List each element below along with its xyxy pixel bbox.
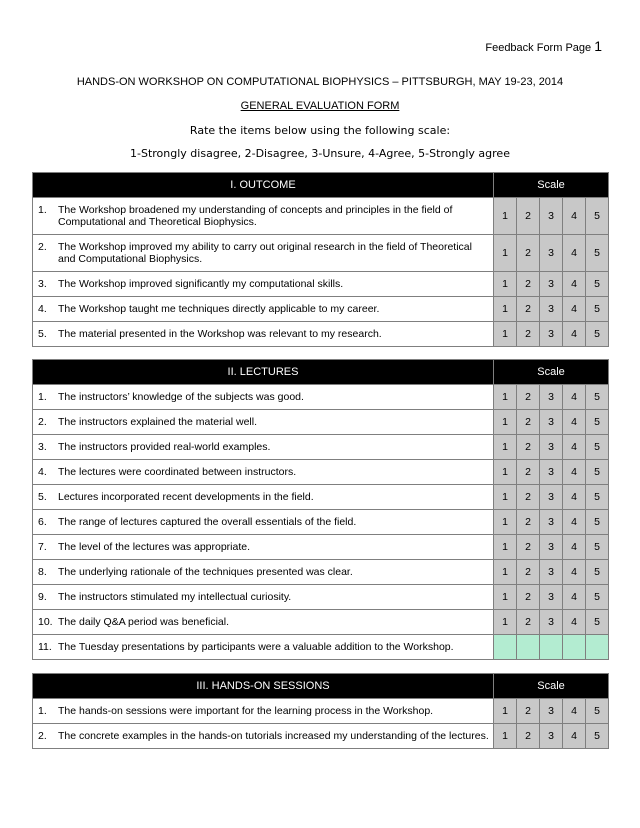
question-row <box>33 485 609 510</box>
question-row <box>33 272 609 297</box>
rating-option[interactable]: 2 <box>517 460 540 485</box>
question-row <box>33 460 609 485</box>
form-subtitle: GENERAL EVALUATION FORM <box>240 100 400 112</box>
question-text: The hands-on sessions were important for the learning process in the Workshop. <box>58 705 434 717</box>
question-number: 6. <box>38 516 47 528</box>
question-row <box>33 724 609 749</box>
rating-option[interactable]: 5 <box>586 322 609 347</box>
question-row <box>33 635 609 660</box>
question-number: 4. <box>38 466 47 478</box>
question-number: 10. <box>38 616 53 628</box>
question-number: 9. <box>38 591 47 603</box>
rating-option[interactable]: 2 <box>517 535 540 560</box>
question-row <box>33 585 609 610</box>
section-table <box>32 673 609 749</box>
rating-cell-empty[interactable] <box>494 635 517 660</box>
question-number: 2. <box>38 241 47 253</box>
rating-option[interactable]: 4 <box>563 610 586 635</box>
rating-instruction: Rate the items below using the following scale: <box>189 124 451 137</box>
rating-option[interactable]: 3 <box>540 610 563 635</box>
question-text: The instructors explained the material well. <box>58 416 258 428</box>
rating-option[interactable]: 1 <box>494 198 517 235</box>
question-number: 5. <box>38 491 47 503</box>
rating-option[interactable]: 3 <box>540 385 563 410</box>
question-number: 1. <box>38 391 47 403</box>
question-number: 5. <box>38 328 47 340</box>
rating-option[interactable]: 2 <box>517 297 540 322</box>
question-row <box>33 235 609 272</box>
rating-option[interactable]: 3 <box>540 235 563 272</box>
rating-option[interactable]: 4 <box>563 585 586 610</box>
rating-option[interactable]: 5 <box>586 485 609 510</box>
section-title: III. HANDS-ON SESSIONS <box>33 674 494 699</box>
question-cell <box>33 272 494 297</box>
question-row <box>33 510 609 535</box>
question-cell <box>33 610 494 635</box>
scale-header: Scale <box>494 360 609 385</box>
rating-option[interactable]: 1 <box>494 322 517 347</box>
rating-option[interactable]: 5 <box>586 385 609 410</box>
question-number: 11. <box>38 641 52 653</box>
question-cell <box>33 485 494 510</box>
rating-option[interactable]: 1 <box>494 435 517 460</box>
rating-option[interactable]: 2 <box>517 585 540 610</box>
rating-option[interactable]: 2 <box>517 510 540 535</box>
rating-option[interactable]: 4 <box>563 560 586 585</box>
question-cell <box>33 585 494 610</box>
question-text: The daily Q&A period was beneficial. <box>58 616 230 628</box>
rating-option[interactable]: 2 <box>517 322 540 347</box>
rating-option[interactable]: 1 <box>494 510 517 535</box>
rating-option[interactable]: 3 <box>540 535 563 560</box>
rating-option[interactable]: 4 <box>563 485 586 510</box>
rating-option[interactable]: 3 <box>540 460 563 485</box>
rating-option[interactable]: 5 <box>586 297 609 322</box>
rating-option[interactable]: 3 <box>540 198 563 235</box>
rating-option[interactable]: 5 <box>586 460 609 485</box>
section-title: II. LECTURES <box>33 360 494 385</box>
question-row <box>33 322 609 347</box>
question-row <box>33 699 609 724</box>
question-cell <box>33 385 494 410</box>
question-text: The material presented in the Workshop was relevant to my research. <box>58 328 382 340</box>
rating-option[interactable]: 3 <box>540 297 563 322</box>
rating-option[interactable]: 5 <box>586 198 609 235</box>
question-cell <box>33 410 494 435</box>
question-number: 3. <box>38 441 47 453</box>
question-text: The Workshop taught me techniques directly applicable to my career. <box>58 303 380 315</box>
rating-option[interactable]: 1 <box>494 699 517 724</box>
rating-option[interactable]: 4 <box>563 535 586 560</box>
rating-option[interactable]: 2 <box>517 410 540 435</box>
question-text: Lectures incorporated recent developments in the field. <box>58 491 314 503</box>
question-text: The Tuesday presentations by participants were a valuable addition to the Workshop. <box>58 641 454 653</box>
question-cell <box>33 635 494 660</box>
section-title: I. OUTCOME <box>33 173 494 198</box>
question-number: 7. <box>38 541 47 553</box>
section-table <box>32 359 609 660</box>
section-table <box>32 172 609 347</box>
rating-option[interactable]: 3 <box>540 272 563 297</box>
question-number: 2. <box>38 416 47 428</box>
question-row <box>33 610 609 635</box>
rating-option[interactable]: 1 <box>494 485 517 510</box>
scale-header: Scale <box>494 173 609 198</box>
question-cell <box>33 699 494 724</box>
rating-cell-empty[interactable] <box>517 635 540 660</box>
rating-option[interactable]: 3 <box>540 585 563 610</box>
rating-option[interactable]: 1 <box>494 385 517 410</box>
rating-option[interactable]: 3 <box>540 485 563 510</box>
rating-option[interactable]: 4 <box>563 510 586 535</box>
rating-option[interactable]: 4 <box>563 385 586 410</box>
rating-option[interactable]: 5 <box>586 535 609 560</box>
rating-option[interactable]: 1 <box>494 235 517 272</box>
question-number: 8. <box>38 566 47 578</box>
question-number: 1. <box>38 204 47 216</box>
page-number: 1 <box>594 38 602 54</box>
rating-option[interactable]: 5 <box>586 699 609 724</box>
rating-option[interactable]: 2 <box>517 699 540 724</box>
rating-option[interactable]: 1 <box>494 272 517 297</box>
question-cell <box>33 198 494 235</box>
rating-option[interactable]: 1 <box>494 410 517 435</box>
rating-option[interactable]: 4 <box>563 322 586 347</box>
question-text: The instructors stimulated my intellectual curiosity. <box>58 591 292 603</box>
question-text: The lectures were coordinated between instructors. <box>58 466 297 478</box>
rating-option[interactable]: 5 <box>586 510 609 535</box>
rating-option[interactable]: 2 <box>517 435 540 460</box>
question-cell <box>33 510 494 535</box>
rating-option[interactable]: 3 <box>540 699 563 724</box>
question-row <box>33 435 609 460</box>
rating-option[interactable]: 5 <box>586 272 609 297</box>
rating-option[interactable]: 1 <box>494 610 517 635</box>
question-text: The Workshop improved significantly my computational skills. <box>58 278 344 290</box>
rating-option[interactable]: 1 <box>494 560 517 585</box>
rating-option[interactable]: 2 <box>517 198 540 235</box>
question-number: 3. <box>38 278 47 290</box>
question-text: The underlying rationale of the techniques presented was clear. <box>58 566 353 578</box>
rating-option[interactable]: 4 <box>563 272 586 297</box>
rating-option[interactable]: 3 <box>540 510 563 535</box>
rating-option[interactable]: 1 <box>494 535 517 560</box>
question-cell <box>33 724 494 749</box>
question-text: The instructors’ knowledge of the subjects was good. <box>58 391 304 403</box>
question-number: 2. <box>38 730 47 742</box>
rating-option[interactable]: 2 <box>517 272 540 297</box>
question-cell <box>33 460 494 485</box>
rating-option[interactable]: 4 <box>563 435 586 460</box>
rating-option[interactable]: 5 <box>586 410 609 435</box>
rating-cell-empty[interactable] <box>540 635 563 660</box>
question-cell <box>33 235 494 272</box>
question-cell <box>33 535 494 560</box>
rating-option[interactable]: 3 <box>540 724 563 749</box>
rating-option[interactable]: 2 <box>517 385 540 410</box>
rating-option[interactable]: 4 <box>563 297 586 322</box>
rating-option[interactable]: 2 <box>517 610 540 635</box>
rating-option[interactable]: 2 <box>517 724 540 749</box>
question-text: The range of lectures captured the overall essentials of the field. <box>58 516 357 528</box>
rating-option[interactable]: 3 <box>540 322 563 347</box>
rating-option[interactable]: 4 <box>563 460 586 485</box>
question-cell <box>33 435 494 460</box>
scale-header: Scale <box>494 674 609 699</box>
rating-option[interactable]: 5 <box>586 724 609 749</box>
rating-option[interactable]: 2 <box>517 560 540 585</box>
question-cell <box>33 297 494 322</box>
rating-cell-empty[interactable] <box>586 635 609 660</box>
rating-option[interactable]: 1 <box>494 460 517 485</box>
question-number: 1. <box>38 705 47 717</box>
rating-option[interactable]: 1 <box>494 724 517 749</box>
page-header-label: Feedback Form Page <box>485 42 592 54</box>
rating-option[interactable]: 5 <box>586 235 609 272</box>
question-cell <box>33 322 494 347</box>
rating-option[interactable]: 5 <box>586 560 609 585</box>
rating-option[interactable]: 1 <box>494 297 517 322</box>
rating-option[interactable]: 2 <box>517 235 540 272</box>
rating-option[interactable]: 5 <box>586 585 609 610</box>
rating-option[interactable]: 3 <box>540 560 563 585</box>
rating-option[interactable]: 1 <box>494 585 517 610</box>
rating-option[interactable]: 3 <box>540 435 563 460</box>
question-text: The Workshop broadened my understanding of concepts and principles in the field of Computational and Theoretical Biophysics. <box>58 204 453 228</box>
rating-cell-empty[interactable] <box>563 635 586 660</box>
rating-option[interactable]: 4 <box>563 198 586 235</box>
rating-option[interactable]: 2 <box>517 485 540 510</box>
question-text: The level of the lectures was appropriate. <box>58 541 251 553</box>
question-number: 4. <box>38 303 47 315</box>
rating-option[interactable]: 5 <box>586 610 609 635</box>
question-text: The Workshop improved my ability to carry out original research in the field of Theoretical and Computational Biophysics. <box>58 241 472 265</box>
question-text: The concrete examples in the hands-on tutorials increased my understanding of the lectures. <box>58 730 489 742</box>
question-text: The instructors provided real-world examples. <box>58 441 271 453</box>
page-header <box>485 38 602 54</box>
rating-option[interactable]: 4 <box>563 410 586 435</box>
question-row <box>33 385 609 410</box>
rating-option[interactable]: 5 <box>586 435 609 460</box>
rating-option[interactable]: 4 <box>563 724 586 749</box>
rating-option[interactable]: 3 <box>540 410 563 435</box>
scale-description: 1-Strongly disagree, 2-Disagree, 3-Unsure, 4-Agree, 5-Strongly agree <box>130 147 510 160</box>
rating-option[interactable]: 4 <box>563 699 586 724</box>
rating-option[interactable]: 4 <box>563 235 586 272</box>
question-row <box>33 410 609 435</box>
question-row <box>33 297 609 322</box>
question-cell <box>33 560 494 585</box>
question-row <box>33 535 609 560</box>
question-row <box>33 560 609 585</box>
form-title: HANDS-ON WORKSHOP ON COMPUTATIONAL BIOPHYSICS – PITTSBURGH, MAY 19-23, 2014 <box>76 76 564 88</box>
question-row <box>33 198 609 235</box>
